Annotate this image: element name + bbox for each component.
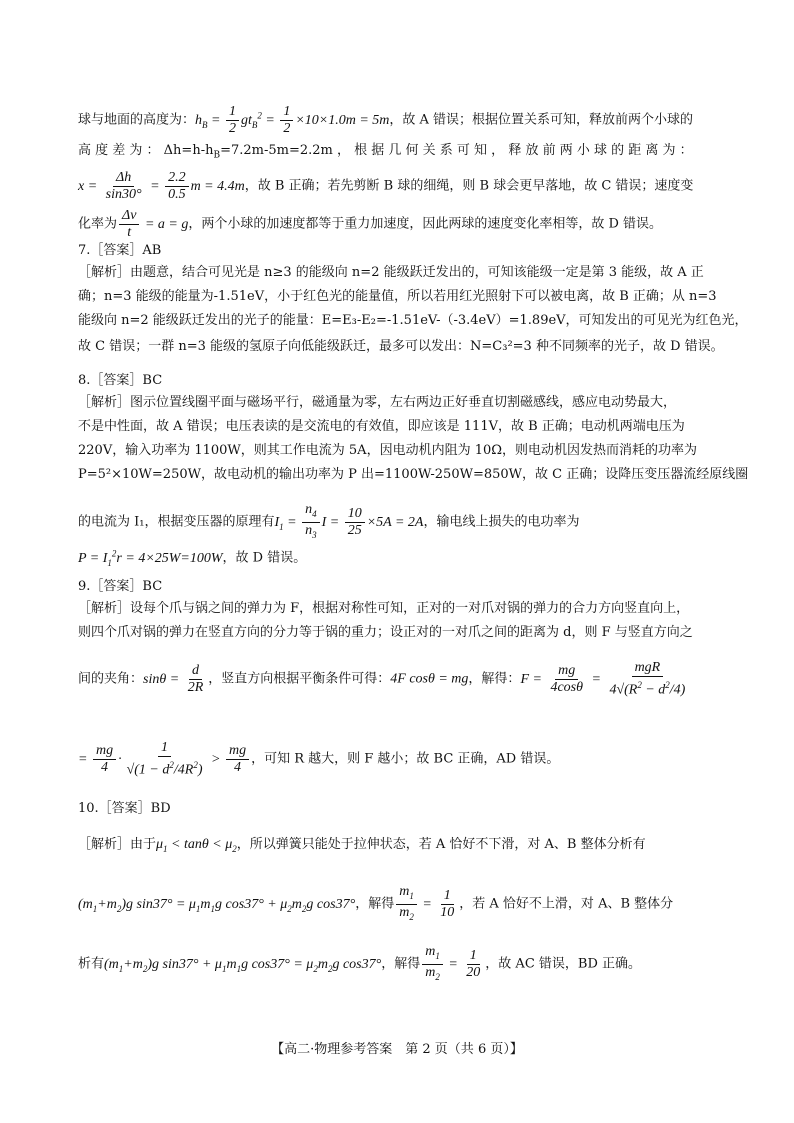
q8-line-3: 220V，输入功率为 1100W，则其工作电流为 5A，因电动机内阻为 10Ω，则电动机因发热而消耗的功率为	[78, 443, 698, 458]
text: ，解得	[355, 896, 395, 912]
text: ，故 AC 错误，BD 正确。	[485, 956, 642, 972]
formula-ratio2: $\frac{m_1}{m_2}$ = $\frac{1}{20}$	[420, 957, 485, 972]
text: ，可知 R 越大，则 F 越小；故 BC 正确，AD 错误。	[251, 751, 560, 767]
q6-line-1	[78, 104, 693, 137]
q7-line-3: 能级向 n=2 能级跃迁发出的光子的能量：E=E₃-E₂=-1.51eV-（-3.4eV）=1.89eV，可知发出的可见光为红色光，	[78, 313, 748, 328]
q9-heading: 9.［答案］BC	[78, 579, 163, 594]
q8-line-6	[78, 544, 306, 571]
text: 的电流为 I₁，根据变压器的原理有	[78, 514, 275, 530]
text: ，若 A 恰好不上滑，对 A、B 整体分	[459, 896, 674, 912]
text: ，竖直方向根据平衡条件可得：	[208, 671, 391, 687]
text: ，解得：	[468, 671, 521, 687]
formula-ratio1: $\frac{m_1}{m_2}$ = $\frac{1}{10}$	[394, 897, 459, 912]
q10-line-3	[78, 944, 641, 985]
q8-line-1: ［解析］图示位置线圈平面与磁场平行，磁通量为零，左右两边正好垂直切割磁感线，感应电动势最大，	[78, 395, 677, 410]
q6-line-2	[78, 142, 693, 165]
formula-power: $P = I_1^2r = 4\times 25W=100W$	[78, 548, 223, 568]
q6-line-3	[78, 170, 693, 203]
formula-x: x = $\frac{\Delta h}{\sin 30^\circ}$ = $\frac{2.2}{0.5}$ m = 4.4m	[78, 170, 245, 202]
text: ，故 D 错误。	[222, 550, 307, 566]
q8-heading: 8.［答案］BC	[78, 373, 163, 388]
formula-eq1: $(m_1+m_2)g$ $\sin 37^\circ = \mu_1m_1g$ $\cos 37^\circ + \mu_2m_2g$ cos37°	[78, 896, 356, 914]
q9-line-4	[78, 740, 559, 779]
q9-line-3	[78, 660, 690, 699]
formula-eq2: $(m_1+m_2)g$ $\sin 37^\circ + \mu_1m_1g$ $\cos 37^\circ = \mu_2m_2g$ cos37°	[104, 956, 382, 974]
formula-hb: $h_B$ = $\frac{1}{2}$ $gt_B^2$ = $\frac{1}{2}$ ×10×1.0m = 5m	[195, 104, 390, 136]
page-footer: 【高二·物理参考答案 第 2 页（共 6 页）】	[271, 1042, 523, 1057]
text: ，所以弹簧只能处于拉伸状态，若 A 恰好不下滑，对 A、B 整体分析有	[236, 837, 646, 852]
text: 间的夹角：	[78, 671, 144, 687]
q6-line-4	[78, 208, 662, 241]
formula-sin: sinθ = $\frac{d}{2R}$	[143, 662, 204, 695]
q10-heading: 10.［答案］BD	[78, 801, 171, 816]
subscript: B	[213, 150, 221, 161]
text: ，输电线上损失的电功率为	[423, 514, 580, 530]
text: ，解得	[381, 956, 421, 972]
text: 化率为	[78, 216, 118, 232]
text: ［解析］由于	[78, 837, 157, 852]
q7-heading: 7.［答案］AB	[78, 243, 162, 258]
q8-line-5	[78, 502, 579, 543]
formula-rate: $\frac{\Delta v}{t}$ = a = g	[117, 217, 188, 232]
text: 析有	[78, 956, 105, 972]
text: 高 度 差 为 ： Δh=h-h	[78, 143, 214, 158]
q8-line-4: P=5²×10W=250W，故电动机的输出功率为 P 出=1100W-250W=850W，故 C 正确；设降压变压器流经原线圈	[78, 467, 749, 482]
text: 球与地面的高度为：	[78, 112, 196, 128]
q7-line-2: 确；n=3 能级的能量为-1.51eV，小于红色光的能量值，所以若用红光照射下可以被电离，故 B 正确；从 n=3	[78, 289, 717, 304]
text: ，两个小球的加速度都等于重力加速度，因此两球的速度变化率相等，故 D 错误。	[188, 216, 663, 232]
q10-line-2	[78, 884, 673, 925]
formula-f2: = $\frac{mg}{4}$ · $\frac{1}{√(1 - d^2/4R^2)}$ > $\frac{mg}{4}$	[78, 752, 251, 767]
q9-line-2: 则四个爪对锅的弹力在竖直方向的分力等于锅的重力；设正对的一对爪之间的距离为 d，则 F 与竖直方向之	[78, 625, 693, 640]
q7-line-1: ［解析］由题意，结合可见光是 n≥3 的能级向 n=2 能级跃迁发出的，可知该能级一定是第 3 能级，故 A 正	[78, 265, 704, 280]
formula-balance: 4F cosθ = mg	[390, 671, 469, 687]
text: =7.2m-5m=2.2m ， 根 据 几 何 关 系 可 知 ， 释 放 前 两 小 球 的 距 离 为 ：	[220, 143, 693, 158]
formula-mu: $\mu_1 < \tan\theta < \mu_2$	[156, 837, 237, 854]
text: ，故 A 错误；根据位置关系可知，释放前两个小球的	[389, 112, 694, 128]
formula-f: F = $\frac{mg}{4\cos\theta}$ = $\frac{\text{mgR}}{4√(R^2 - d^2/4)}$	[520, 660, 686, 698]
q8-line-2: 不是中性面，故 A 错误；电压表读的是交流电的有效值，即应该是 111V，故 B 正确；电动机两端电压为	[78, 419, 685, 434]
text: ，故 B 正确；若先剪断 B 球的细绳，则 B 球会更早落地，故 C 错误；速度变	[244, 178, 694, 194]
q9-line-1: ［解析］设每个爪与锅之间的弹力为 F，根据对称性可知，正对的一对爪对锅的弹力的合力方向竖直向上，	[78, 601, 690, 616]
formula-i1: $I_1$ = $\frac{n_4}{n_3}$ I = $\frac{10}{25}$ ×5A = 2A	[274, 502, 424, 540]
q10-line-1	[78, 836, 646, 858]
q7-line-4: 故 C 错误；一群 n=3 能级的氢原子向低能级跃迁，最多可以发出：N=C₃²=3 种不同频率的光子，故 D 错误。	[78, 339, 724, 354]
